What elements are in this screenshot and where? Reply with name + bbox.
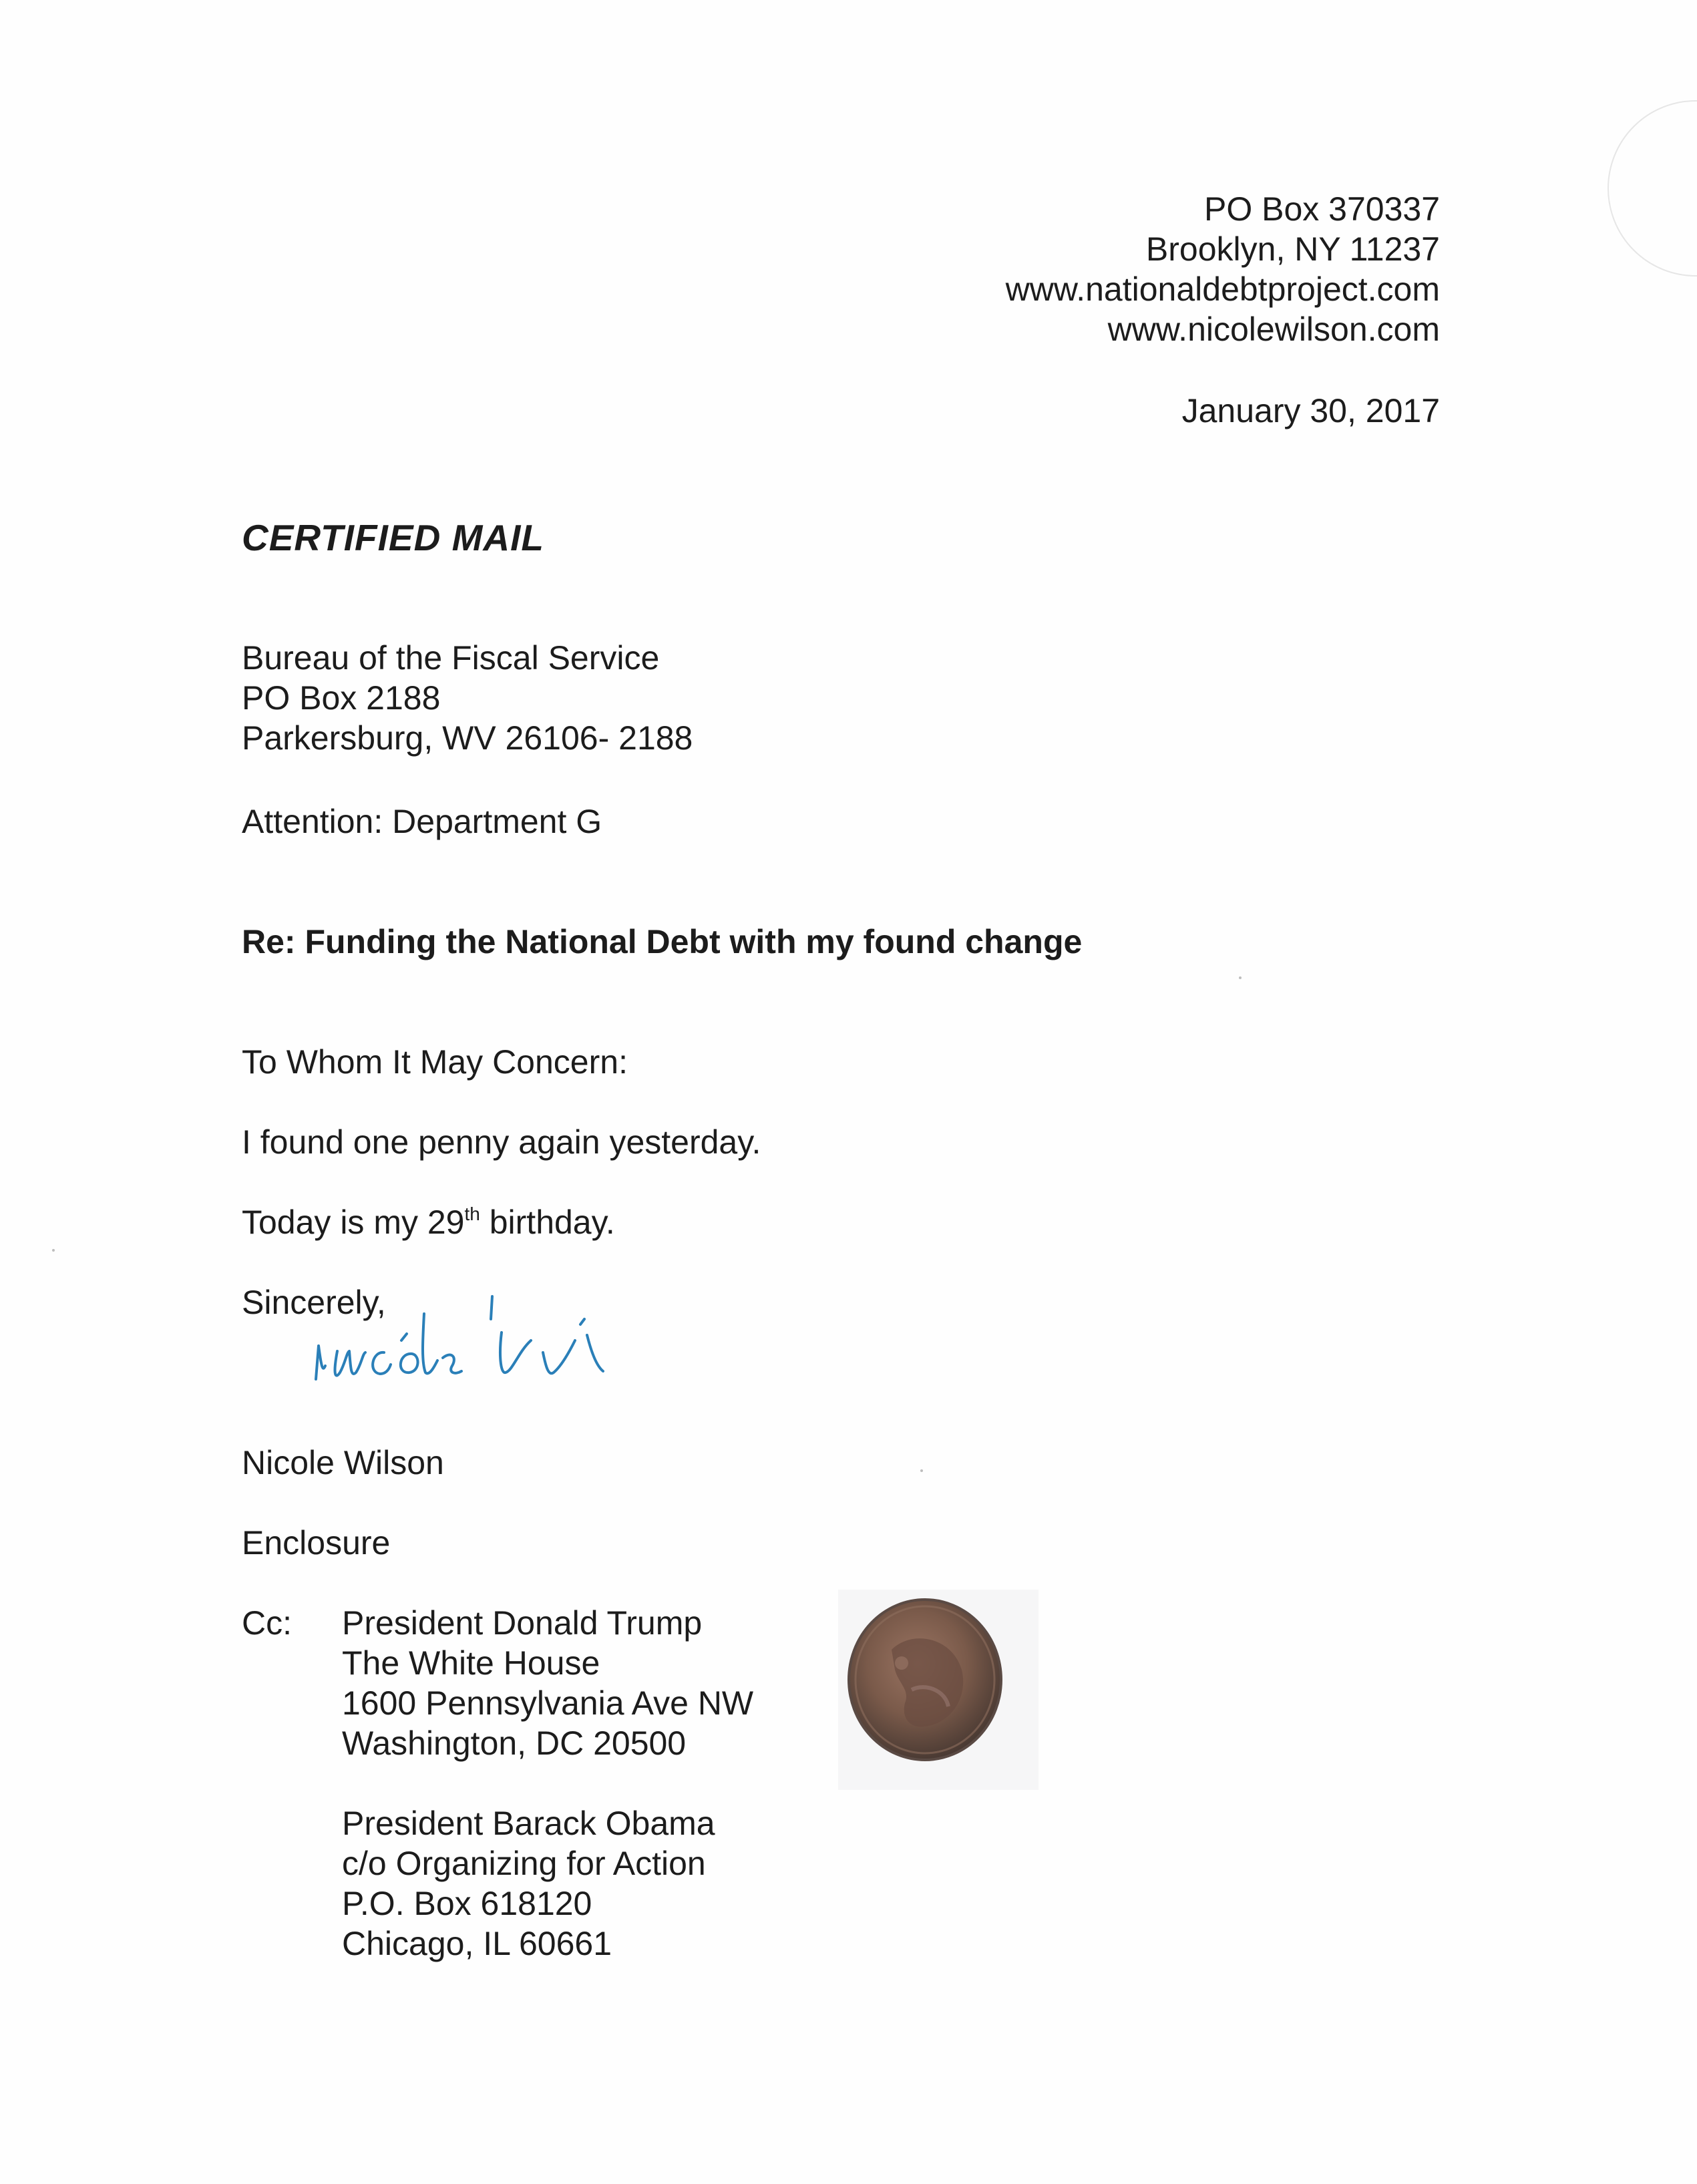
sender-city: Brooklyn, NY 11237 [1145,230,1440,268]
cc-recipient-line: Chicago, IL 60661 [342,1925,612,1962]
closing: Sincerely, [242,1284,386,1321]
cc-recipient-line: Washington, DC 20500 [342,1724,687,1762]
sender-address [1006,189,1440,349]
body-line-2-text: Today is my 29 [242,1204,465,1241]
recipient-line-2: PO Box 2188 [242,679,441,717]
signature-icon [311,1272,691,1406]
salutation: To Whom It May Concern: [242,1043,628,1081]
scan-speck [1239,976,1242,979]
cc-recipient-line: P.O. Box 618120 [342,1885,592,1922]
penny-coin-icon [838,1590,1039,1790]
recipient-line-1: Bureau of the Fiscal Service [242,639,660,677]
cc-recipient-line: The White House [342,1644,600,1682]
cc-label: Cc: [242,1604,292,1642]
recipient-line-3: Parkersburg, WV 26106- 2188 [242,719,693,757]
enclosure-note: Enclosure [242,1524,391,1562]
sender-website-2: www.nicolewilson.com [1107,311,1440,348]
cc-recipient [342,1803,715,1964]
scan-speck [920,1469,923,1472]
cc-recipient-line: 1600 Pennsylvania Ave NW [342,1684,754,1722]
letter-date: January 30, 2017 [1181,392,1440,429]
cc-recipient-line: President Donald Trump [342,1604,703,1642]
sender-po-box: PO Box 370337 [1203,190,1440,228]
ordinal-suffix: th [464,1204,480,1224]
body-line-1: I found one penny again yesterday. [242,1123,761,1161]
cc-recipient-line: President Barack Obama [342,1805,715,1842]
certified-mail-heading: CERTIFIED MAIL [242,517,544,558]
recipient-address [242,638,693,758]
sender-website-1: www.nationaldebtproject.com [1005,270,1440,308]
body-line-2 [242,1202,615,1242]
cc-recipient [342,1603,753,1763]
subject-line: Re: Funding the National Debt with my found change [242,923,1083,960]
scan-speck [52,1249,55,1252]
body-line-2-end: birthday. [480,1204,615,1241]
cc-recipient-line: c/o Organizing for Action [342,1845,706,1882]
paper-fold-mark [1608,100,1697,277]
sender-name: Nicole Wilson [242,1444,444,1481]
attention-line: Attention: Department G [242,803,602,840]
